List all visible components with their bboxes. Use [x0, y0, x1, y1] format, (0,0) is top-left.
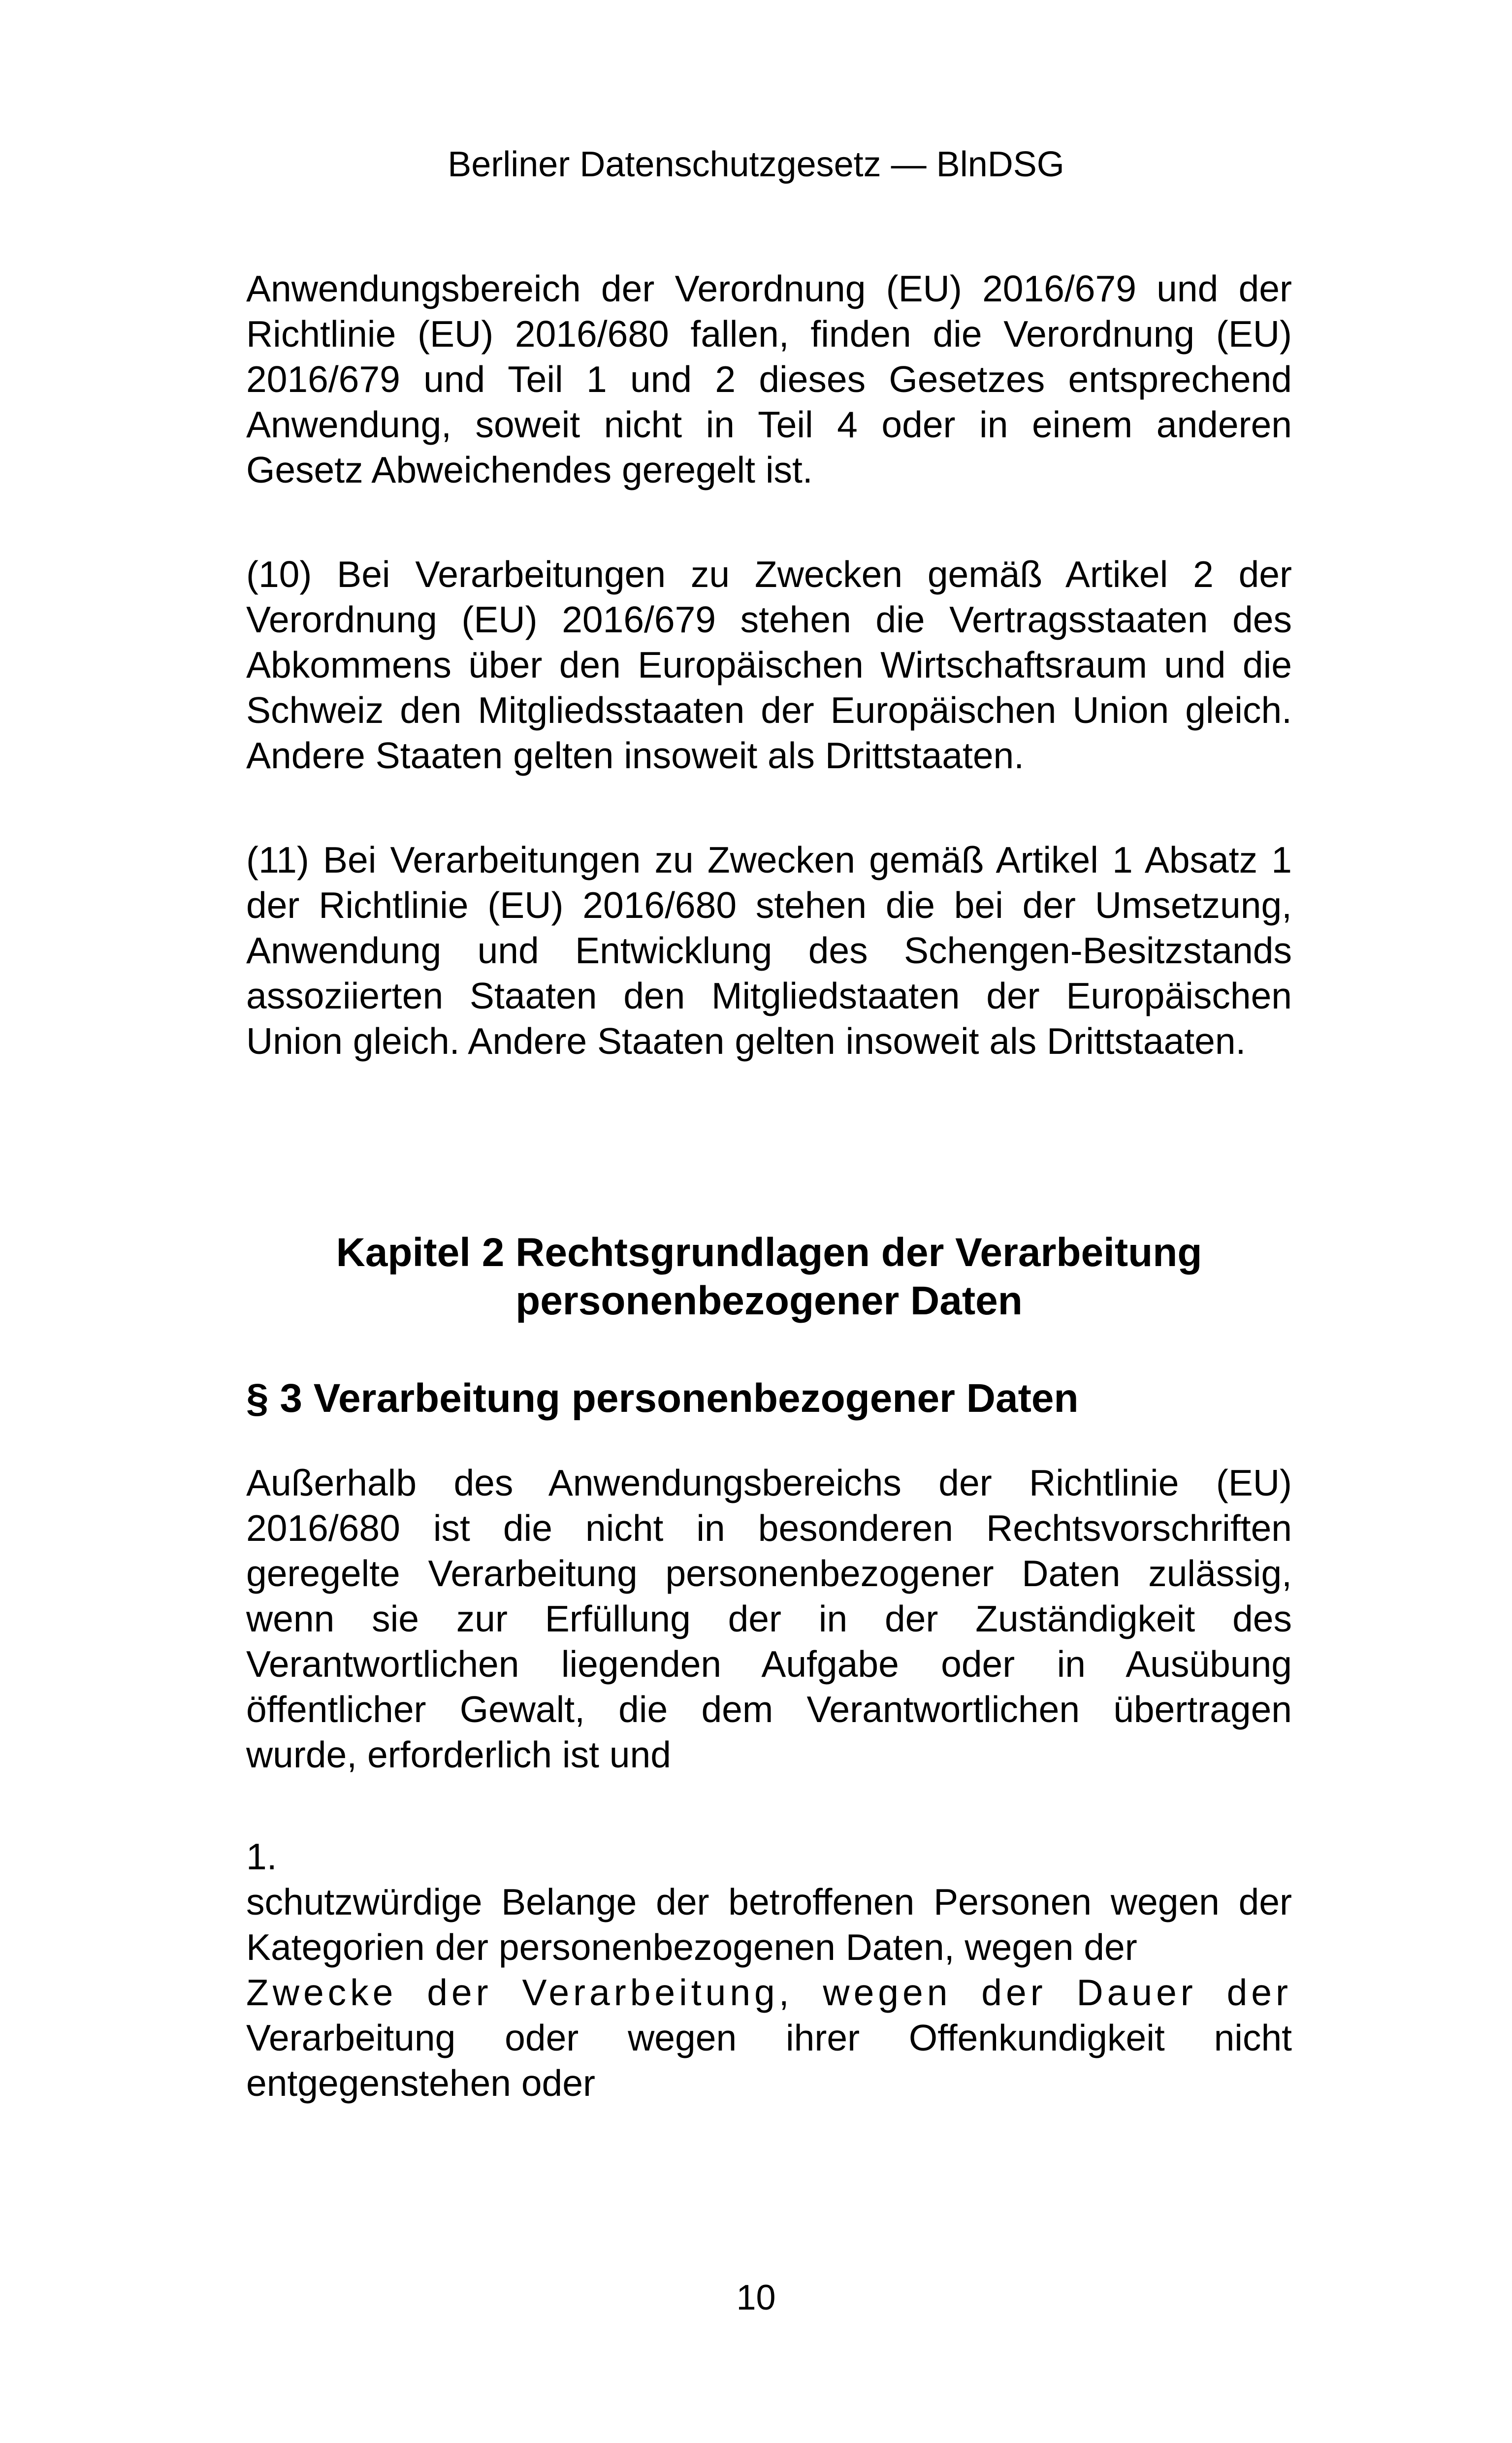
page-body [246, 266, 1292, 2106]
page-number: 10 [736, 2278, 776, 2317]
list-item-text [246, 1879, 1292, 2106]
chapter-title-line-2: personenbezogener Daten [515, 1278, 1023, 1323]
list-item-text-part-3: Verarbeitung oder wegen ihrer Offenkundigkeit nicht entgegenstehen oder [246, 2017, 1292, 2104]
chapter-title-line-1: Kapitel 2 Rechtsgrundlagen der Verarbeitung [336, 1230, 1202, 1275]
list-item-text-part-1: schutzwürdige Belange der betroffenen Personen wegen der Kategorien der personenbezogenen Daten, wegen der [246, 1881, 1292, 1968]
list-item-number: 1. [246, 1836, 277, 1877]
section-intro-paragraph: Außerhalb des Anwendungsbereichs der Richtlinie (EU) 2016/680 ist die nicht in besonderen Rechtsvorschriften geregelte Verarbeitung personenbezogener Daten zulässig, wenn sie zur Erfüllung der in der Zuständigkeit des Verantwortlichen liegenden Aufgabe oder in Ausübung öffentlicher Gewalt, die dem Verantwortlichen übertragen wurde, erforderlich ist und [246, 1462, 1292, 1775]
paragraph-11: (11) Bei Verarbeitungen zu Zwecken gemäß Artikel 1 Absatz 1 der Richtlinie (EU) 2016/680 stehen die bei der Umsetzung, Anwendung und Entwicklung des Schengen-Besitzstands assoziierten Staaten den Mitgliedstaaten der Europäischen Union gleich. Andere Staaten gelten insoweit als Drittstaaten. [246, 839, 1292, 1062]
paragraph-continued: Anwendungsbereich der Verordnung (EU) 2016/679 und der Richtlinie (EU) 2016/680 fallen, finden die Verordnung (EU) 2016/679 und Teil 1 und 2 dieses Gesetzes entsprechend Anwendung, soweit nicht in Teil 4 oder in einem anderen Gesetz Abweichendes geregelt ist. [246, 268, 1292, 490]
paragraph-10: (10) Bei Verarbeitungen zu Zwecken gemäß Artikel 2 der Verordnung (EU) 2016/679 stehen die Vertragsstaaten des Abkommens über den Europäischen Wirtschaftsraum und die Schweiz den Mitgliedsstaaten der Europäischen Union gleich. Andere Staaten gelten insoweit als Drittstaaten. [246, 554, 1292, 776]
section-title: § 3 Verarbeitung personenbezogener Daten [246, 1376, 1079, 1421]
list-item-text-part-2: Zwecke der Verarbeitung, wegen der Dauer der [246, 1972, 1292, 2013]
chapter-title [246, 1229, 1292, 1325]
running-header: Berliner Datenschutzgesetz — BlnDSG [448, 145, 1064, 184]
